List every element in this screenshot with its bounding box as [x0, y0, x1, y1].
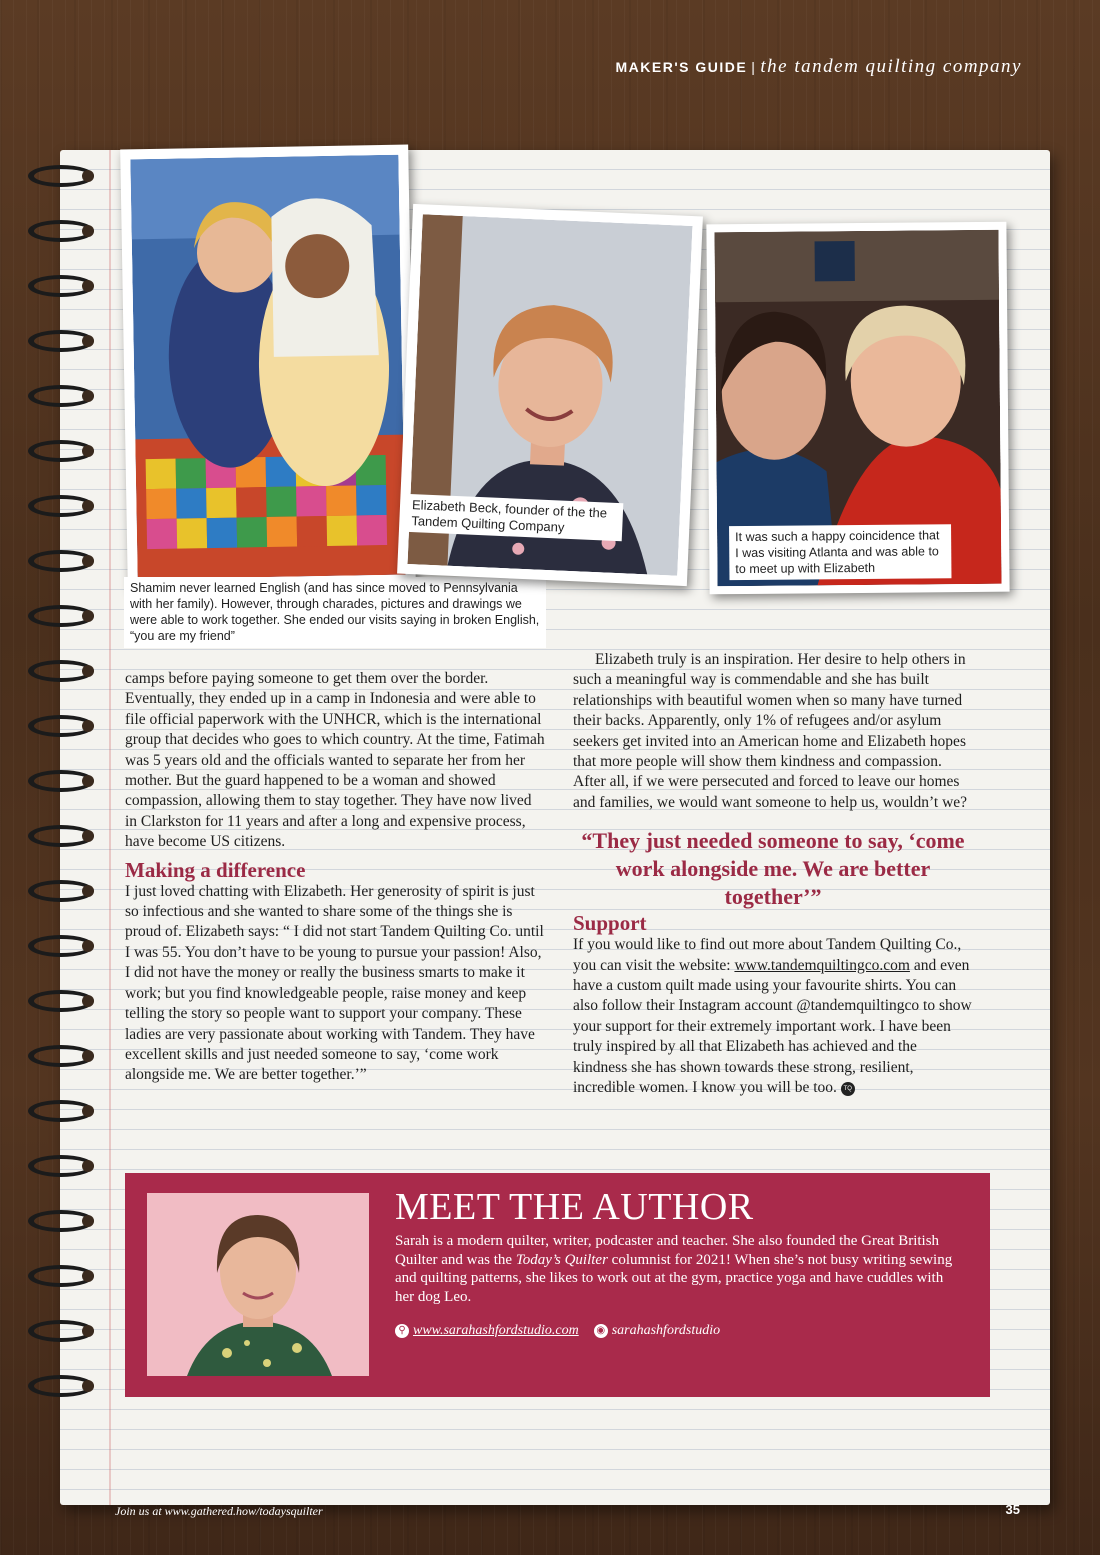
- spiral-binding: [28, 165, 108, 1435]
- photo-shamim: [120, 145, 416, 590]
- page-number: 35: [1005, 1502, 1020, 1517]
- binding-hole: [82, 775, 94, 787]
- brand-name: the tandem quilting company: [760, 56, 1022, 77]
- binding-hole: [82, 940, 94, 952]
- binding-hole: [82, 500, 94, 512]
- left-column: [125, 669, 545, 1086]
- binding-hole: [82, 280, 94, 292]
- meet-the-author-box: [125, 1173, 990, 1397]
- instagram-icon: ◉: [594, 1324, 608, 1338]
- binding-hole: [82, 830, 94, 842]
- binding-hole: [82, 665, 94, 677]
- subhead-making-a-difference: Making a difference: [125, 857, 306, 882]
- binding-hole: [82, 335, 94, 347]
- binding-hole: [82, 1325, 94, 1337]
- photo-shamim-image: [130, 155, 405, 580]
- left-para-2: I just loved chatting with Elizabeth. Her generosity of spirit is just so infectious and she wanted to share some of the things she is proud of. Elizabeth says: “ I did not start Tandem Quilting Co. until I was 55. You don’t have to be young to pursue your passion! Also, I did not have the money or really the business smarts to make it work; but you find knowledgeable people, raise money and keep telling the story so people want to support your company. These ladies are very passionate about working with Tandem. They have excellent skills and just needed someone to say, ‘come work alongside me. We are better together.’”: [125, 882, 544, 1084]
- author-links: [395, 1323, 720, 1339]
- footer-join-link[interactable]: Join us at www.gathered.how/todaysquilter: [115, 1504, 323, 1518]
- binding-hole: [82, 720, 94, 732]
- subhead-support: Support: [573, 911, 647, 936]
- author-bio-start: Sarah is a modern quilter, writer, podcaster and teacher. She also founded the Great British Quilter and was the: [395, 1233, 940, 1268]
- right-column: [573, 650, 973, 1099]
- binding-hole: [82, 1105, 94, 1117]
- author-website-link[interactable]: www.sarahashfordstudio.com: [413, 1323, 579, 1338]
- author-box-title: MEET THE AUTHOR: [395, 1186, 754, 1228]
- link-icon: ⚲: [395, 1324, 409, 1338]
- author-portrait: [147, 1193, 369, 1376]
- binding-hole: [82, 445, 94, 457]
- photo-shamim-caption: Shamim never learned English (and has since moved to Pennsylvania with her family). However, through charades, pictures and drawings we were able to work together. She ended our visits saying in broken English, “you are my friend”: [124, 577, 546, 648]
- binding-hole: [82, 225, 94, 237]
- photo-elizabeth: [397, 204, 703, 586]
- tq-end-mark-icon: TQ: [841, 1082, 855, 1096]
- right-para-2-start: If you would like to find out more about Tandem Quilting Co., you can visit the website:: [573, 936, 962, 974]
- photo-atlanta: [706, 222, 1009, 595]
- tandem-website-link[interactable]: www.tandemquiltingco.com: [734, 956, 910, 974]
- binding-hole: [82, 1050, 94, 1062]
- right-para-2: [573, 935, 973, 1098]
- binding-hole: [82, 1380, 94, 1392]
- binding-hole: [82, 995, 94, 1007]
- author-bio: [395, 1232, 965, 1306]
- binding-hole: [82, 1215, 94, 1227]
- pull-quote: “They just needed someone to say, ‘come work alongside me. We are better together’”: [581, 828, 965, 910]
- binding-hole: [82, 390, 94, 402]
- left-para-1: camps before paying someone to get them over the border. Eventually, they ended up in a camp in Indonesia and were able to file official paperwork with the UNHCR, which is the international group that decides who goes to which country. At the time, Fatimah was 5 years old and the officials wanted to separate her from her mother. But the guard happened to be a woman and showed compassion, allowing them to stay together. They have now lived in Clarkston for 11 years and after a long and expensive process, have become US citizens.: [125, 670, 545, 851]
- binding-hole: [82, 885, 94, 897]
- page-header: [616, 56, 1022, 78]
- author-instagram-link[interactable]: sarahashfordstudio: [611, 1323, 721, 1338]
- binding-hole: [82, 170, 94, 182]
- right-para-2-end: and even have a custom quilt made using your favourite shirts. You can also follow their Instagram account @tandemquiltingco to show your support for their extremely important work. I have been truly inspired by all that Elizabeth has achieved and the kindness she has shown towards these strong, resilient, incredible women. I know you will be too.: [573, 956, 972, 1097]
- author-bio-publication: Today’s Quilter: [515, 1251, 608, 1268]
- author-bio-end: columnist for 2021! When she’s not busy writing sewing and quilting patterns, she likes to work out at the gym, practice yoga and have cuddles with her dog Leo.: [395, 1251, 953, 1305]
- photo-elizabeth-caption: Elizabeth Beck, founder of the the Tandem Quilting Company: [405, 494, 623, 541]
- binding-hole: [82, 1160, 94, 1172]
- section-kicker: MAKER'S GUIDE: [615, 59, 748, 75]
- binding-hole: [82, 1270, 94, 1282]
- binding-hole: [82, 610, 94, 622]
- right-para-1: Elizabeth truly is an inspiration. Her desire to help others in such a meaningful way is commendable and she has built relationships with beautiful women when so many have turned their backs. Apparently, only 1% of refugees and/or asylum seekers get invited into an American home and Elizabeth hopes that more people will show them kindness and compassion. After all, if we were persecuted and forced to leave our homes and families, we would want someone to help us, wouldn’t we?: [573, 651, 968, 811]
- binding-hole: [82, 555, 94, 567]
- photo-atlanta-caption: It was such a happy coincidence that I was visiting Atlanta and was able to to meet up with Elizabeth: [729, 524, 951, 580]
- header-separator: |: [751, 59, 757, 75]
